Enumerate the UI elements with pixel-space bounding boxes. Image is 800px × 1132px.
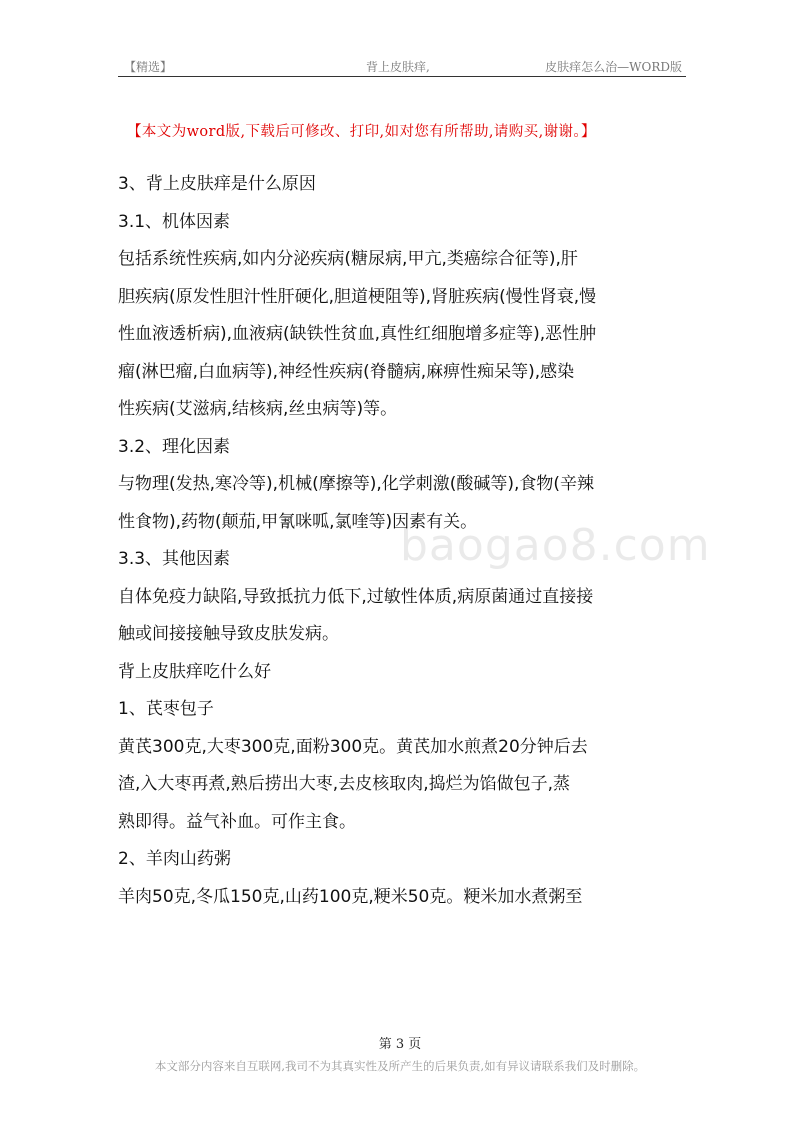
paragraph-line: 触或间接接触导致皮肤发病。	[118, 624, 339, 644]
section-heading: 背上皮肤痒吃什么好	[118, 661, 271, 682]
paragraph-line: 羊肉50克,冬瓜150克,山药100克,粳米50克。粳米加水煮粥至	[118, 886, 583, 907]
page-number: 第 3 页	[378, 1037, 422, 1052]
paragraph-line: 性血液透析病),血液病(缺铁性贫血,真性红细胞增多症等),恶性肿	[118, 324, 597, 344]
paragraph-line: 自体免疫力缺陷,导致抵抗力低下,过敏性体质,病原菌通过直接接	[118, 586, 594, 607]
paragraph-line: 黄芪300克,大枣300克,面粉300克。黄芪加水煎煮20分钟后去	[118, 736, 588, 757]
paragraph-line: 渣,入大枣再煮,熟后捞出大枣,去皮核取肉,捣烂为馅做包子,蒸	[118, 774, 571, 794]
paragraph-line: 瘤(淋巴瘤,白血病等),神经性疾病(脊髓病,麻痹性痴呆等),感染	[118, 361, 575, 382]
header-left: 【精选】	[124, 60, 173, 74]
paragraph-line: 与物理(发热,寒冷等),机械(摩擦等),化学刺激(酸碱等),食物(辛辣	[118, 474, 595, 494]
watermark: baogao8.com	[400, 520, 711, 571]
recipe-heading-2: 2、羊肉山药粥	[118, 849, 231, 869]
page-footer: 本文部分内容来自互联网,我司不为其真实性及所产生的后果负责,如有异议请联系我们及时删除。	[154, 1059, 646, 1073]
document-body	[118, 166, 684, 916]
paragraph-line: 性食物),药物(颠茄,甲氰咪呱,氯喹等)因素有关。	[118, 511, 478, 532]
heading-3-1: 3.1、机体因素	[118, 211, 231, 232]
paragraph-line: 胆疾病(原发性胆汁性肝硬化,胆道梗阻等),肾脏疾病(慢性肾衰,慢	[118, 286, 597, 307]
paragraph-line: 包括系统性疾病,如内分泌疾病(糖尿病,甲亢,类癌综合征等),肝	[118, 249, 578, 269]
header-center: 背上皮肤痒,	[366, 60, 430, 74]
page-header	[118, 56, 686, 77]
heading-3-3: 3.3、其他因素	[118, 549, 231, 569]
paragraph-line: 熟即得。益气补血。可作主食。	[118, 811, 356, 832]
header-right: 皮肤痒怎么治—WORD版	[545, 60, 682, 74]
paragraph-line: 性疾病(艾滋病,结核病,丝虫病等)等。	[118, 399, 398, 419]
heading-3-2: 3.2、理化因素	[118, 436, 231, 457]
download-notice: 【本文为word版,下载后可修改、打印,如对您有所帮助,请购买,谢谢。】	[127, 124, 596, 140]
recipe-heading-1: 1、芪枣包子	[118, 699, 214, 719]
heading-3: 3、背上皮肤痒是什么原因	[118, 174, 316, 194]
